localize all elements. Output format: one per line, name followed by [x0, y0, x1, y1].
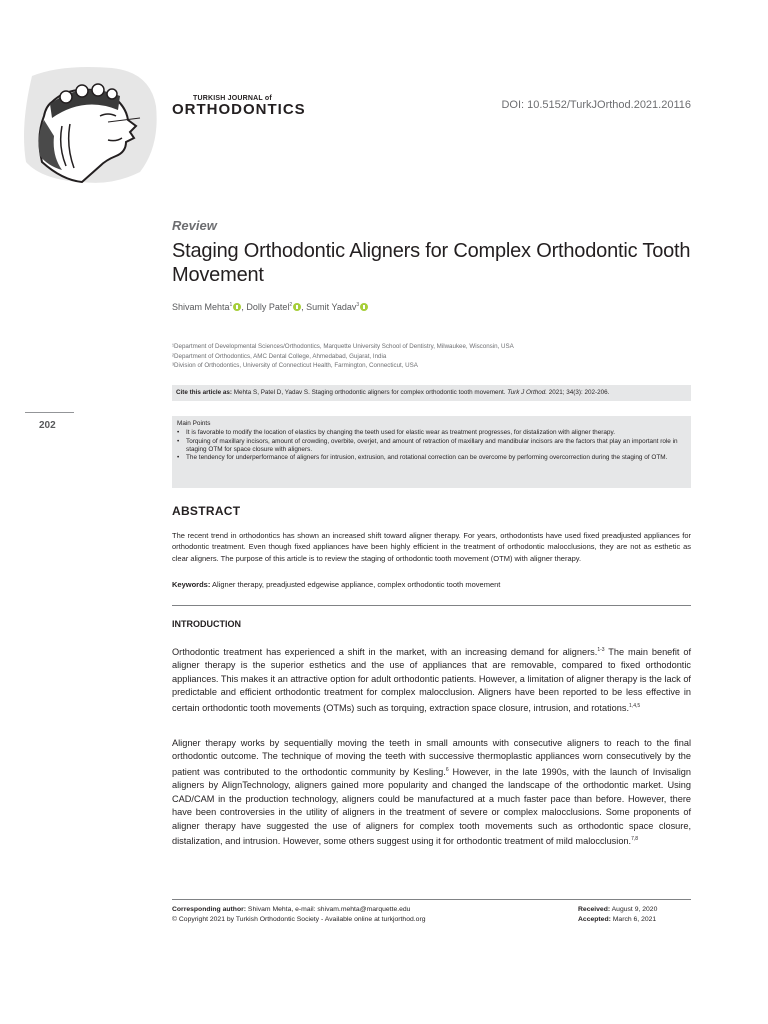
cite-journal: Turk J Orthod. [507, 389, 548, 396]
accepted-value: March 6, 2021 [612, 916, 657, 923]
author-affil-sup: 1 [229, 302, 233, 308]
main-points-box [172, 416, 691, 488]
paragraph-text: Aligner therapy works by sequentially moving the teeth in small amounts with consecutive aligners to reach to the final orthodontic outcome. The technique of moving the teeth with successive thermoplastic appliances worn consecutively by the patient was contributed to the orthodontic community by Kesling. [172, 738, 691, 777]
citation-ref[interactable]: 6 [445, 766, 449, 773]
doi-link[interactable]: DOI: 10.5152/TurkJOrthod.2021.20116 [501, 99, 691, 111]
affiliation-line: ²Department of Orthodontics, AMC Dental College, Ahmedabad, Gujarat, India [172, 352, 387, 360]
affiliations [172, 342, 692, 371]
author-name: Sumit Yadav [306, 302, 357, 312]
article-title: Staging Orthodontic Aligners for Complex Orthodontic Tooth Movement [172, 240, 691, 286]
citation-ref[interactable]: 7,8 [631, 835, 639, 842]
divider [172, 605, 691, 606]
paragraph-text: Orthodontic treatment has experienced a shift in the market, with an increasing demand for aligners. [172, 647, 598, 658]
main-points-list [177, 429, 686, 462]
author-affil-sup: 3 [356, 302, 360, 308]
intro-paragraph-1 [172, 644, 691, 715]
accepted-label: Accepted: [578, 916, 611, 923]
citation-ref[interactable]: 1-3 [597, 647, 605, 653]
page-number-rule [25, 412, 74, 413]
introduction-heading: INTRODUCTION [172, 619, 241, 629]
cite-label: Cite this article as: [176, 389, 232, 396]
footer-left [172, 905, 425, 925]
author-name: Dolly Patel [246, 302, 290, 312]
main-points-title: Main Points [177, 420, 211, 427]
corr-label: Corresponding author: [172, 906, 247, 913]
orcid-icon[interactable] [293, 303, 301, 311]
author-list: Shivam Mehta$^1$ , Dolly Patel$^2$ , Sumit Yadav$^3$ [172, 302, 368, 312]
orcid-icon[interactable] [360, 303, 368, 311]
affiliation-line: ¹Department of Developmental Sciences/Orthodontics, Marquette University School of Dentistry, Milwaukee, Wisconsin, USA [172, 343, 514, 350]
footer-divider [172, 899, 691, 900]
page-number: 202 [39, 420, 56, 431]
citation-box [172, 385, 691, 401]
copyright-text: © Copyright 2021 by Turkish Orthodontic Society - Available online at turkjorthod.org [172, 916, 426, 923]
received-value: August 9, 2020 [611, 906, 658, 913]
corr-text[interactable]: Shivam Mehta, e-mail: shivam.mehta@marquette.edu [247, 906, 411, 913]
main-point-item: • Torquing of maxillary incisors, amount of crowding, overbite, overjet, and amount of retraction of maxillary and mandibular incisors are the factors that play an important role in staging OTM for space closure with aligners. [186, 438, 686, 455]
orcid-icon[interactable] [233, 303, 241, 311]
affiliation-line: ³Division of Orthodontics, University of Connecticut Health, Farmington, Connecticut, USA [172, 362, 418, 369]
author-name: Shivam Mehta [172, 302, 230, 312]
journal-name-main: ORTHODONTICS [172, 101, 306, 118]
intro-paragraph-2 [172, 737, 691, 848]
footer-dates [578, 905, 657, 925]
main-point-item: • It is favorable to modify the location of elastics by changing the teeth used for elastic wear as treatment progresses, for distalization with aligner therapy. [186, 429, 686, 437]
paragraph-text: However, in the late 1990s, with the launch of Invisalign aligners by AlignTechnology, aligners gained more popularity and changed the landscape of the orthodontic market. Using CAD/CAM in the production technology, aligners could be manufactured at a much faster pace than before. However, there have been controversies in the utility of aligners in the treatment of severe or complex malocclusions. Some proponents of aligner therapy have suggested the use of aligners for complex tooth movements such as orthodontic space closure, distalization, and intrusion. However, some others suggest using it for orthodontic treatment of mild malocclusion. [172, 766, 692, 846]
journal-logo-illustration [22, 66, 158, 184]
corresponding-author [172, 905, 425, 915]
received-date [578, 905, 657, 915]
article-type-label: Review [172, 218, 217, 233]
citation-ref[interactable]: 1,4,5 [629, 702, 641, 709]
accepted-date [578, 915, 657, 925]
main-point-item: • The tendency for underperformance of aligners for intrusion, extrusion, and rotational correction can be overcome by performing overcorrection during the staging of OTM. [186, 454, 686, 462]
abstract-text: The recent trend in orthodontics has shown an increased shift toward aligner therapy. For years, orthodontists have used fixed preadjusted appliances for orthodontic treatment. Even though fixed appliances have been highly efficient in the treatment of orthodontic malocclusions, they are not as esthetic as clear aligners. The purpose of this article is to review the staging of orthodontic tooth movement (OTM) with aligner therapy. [172, 531, 691, 563]
abstract-heading: ABSTRACT [172, 504, 241, 518]
cite-text: Mehta S, Patel D, Yadav S. Staging orthodontic aligners for complex orthodontic tooth movement. [233, 389, 506, 396]
cite-tail: 2021; 34(3): 202-206. [548, 389, 610, 396]
paragraph-text: The main benefit of aligner therapy is the superior esthetics and the use of appliances that are removable, compared to fixed orthodontic appliances. This makes it an attractive option for adult orthodontic patients. However, a limitation of aligner therapy is the lack of predictable and efficient orthodontic treatment for complex malocclusion. Aligners have been reported to be less effective in certain orthodontic tooth movements (OTMs) such as torquing, extraction space closure, intrusion, and rotations. [172, 647, 691, 713]
keywords [172, 580, 691, 589]
author-affil-sup: 2 [289, 302, 293, 308]
keywords-label: Keywords: [172, 580, 211, 589]
received-label: Received: [578, 906, 611, 913]
journal-name-top: TURKISH JOURNAL of [193, 95, 272, 102]
keywords-text: Aligner therapy, preadjusted edgewise appliance, complex orthodontic tooth movement [212, 580, 501, 589]
